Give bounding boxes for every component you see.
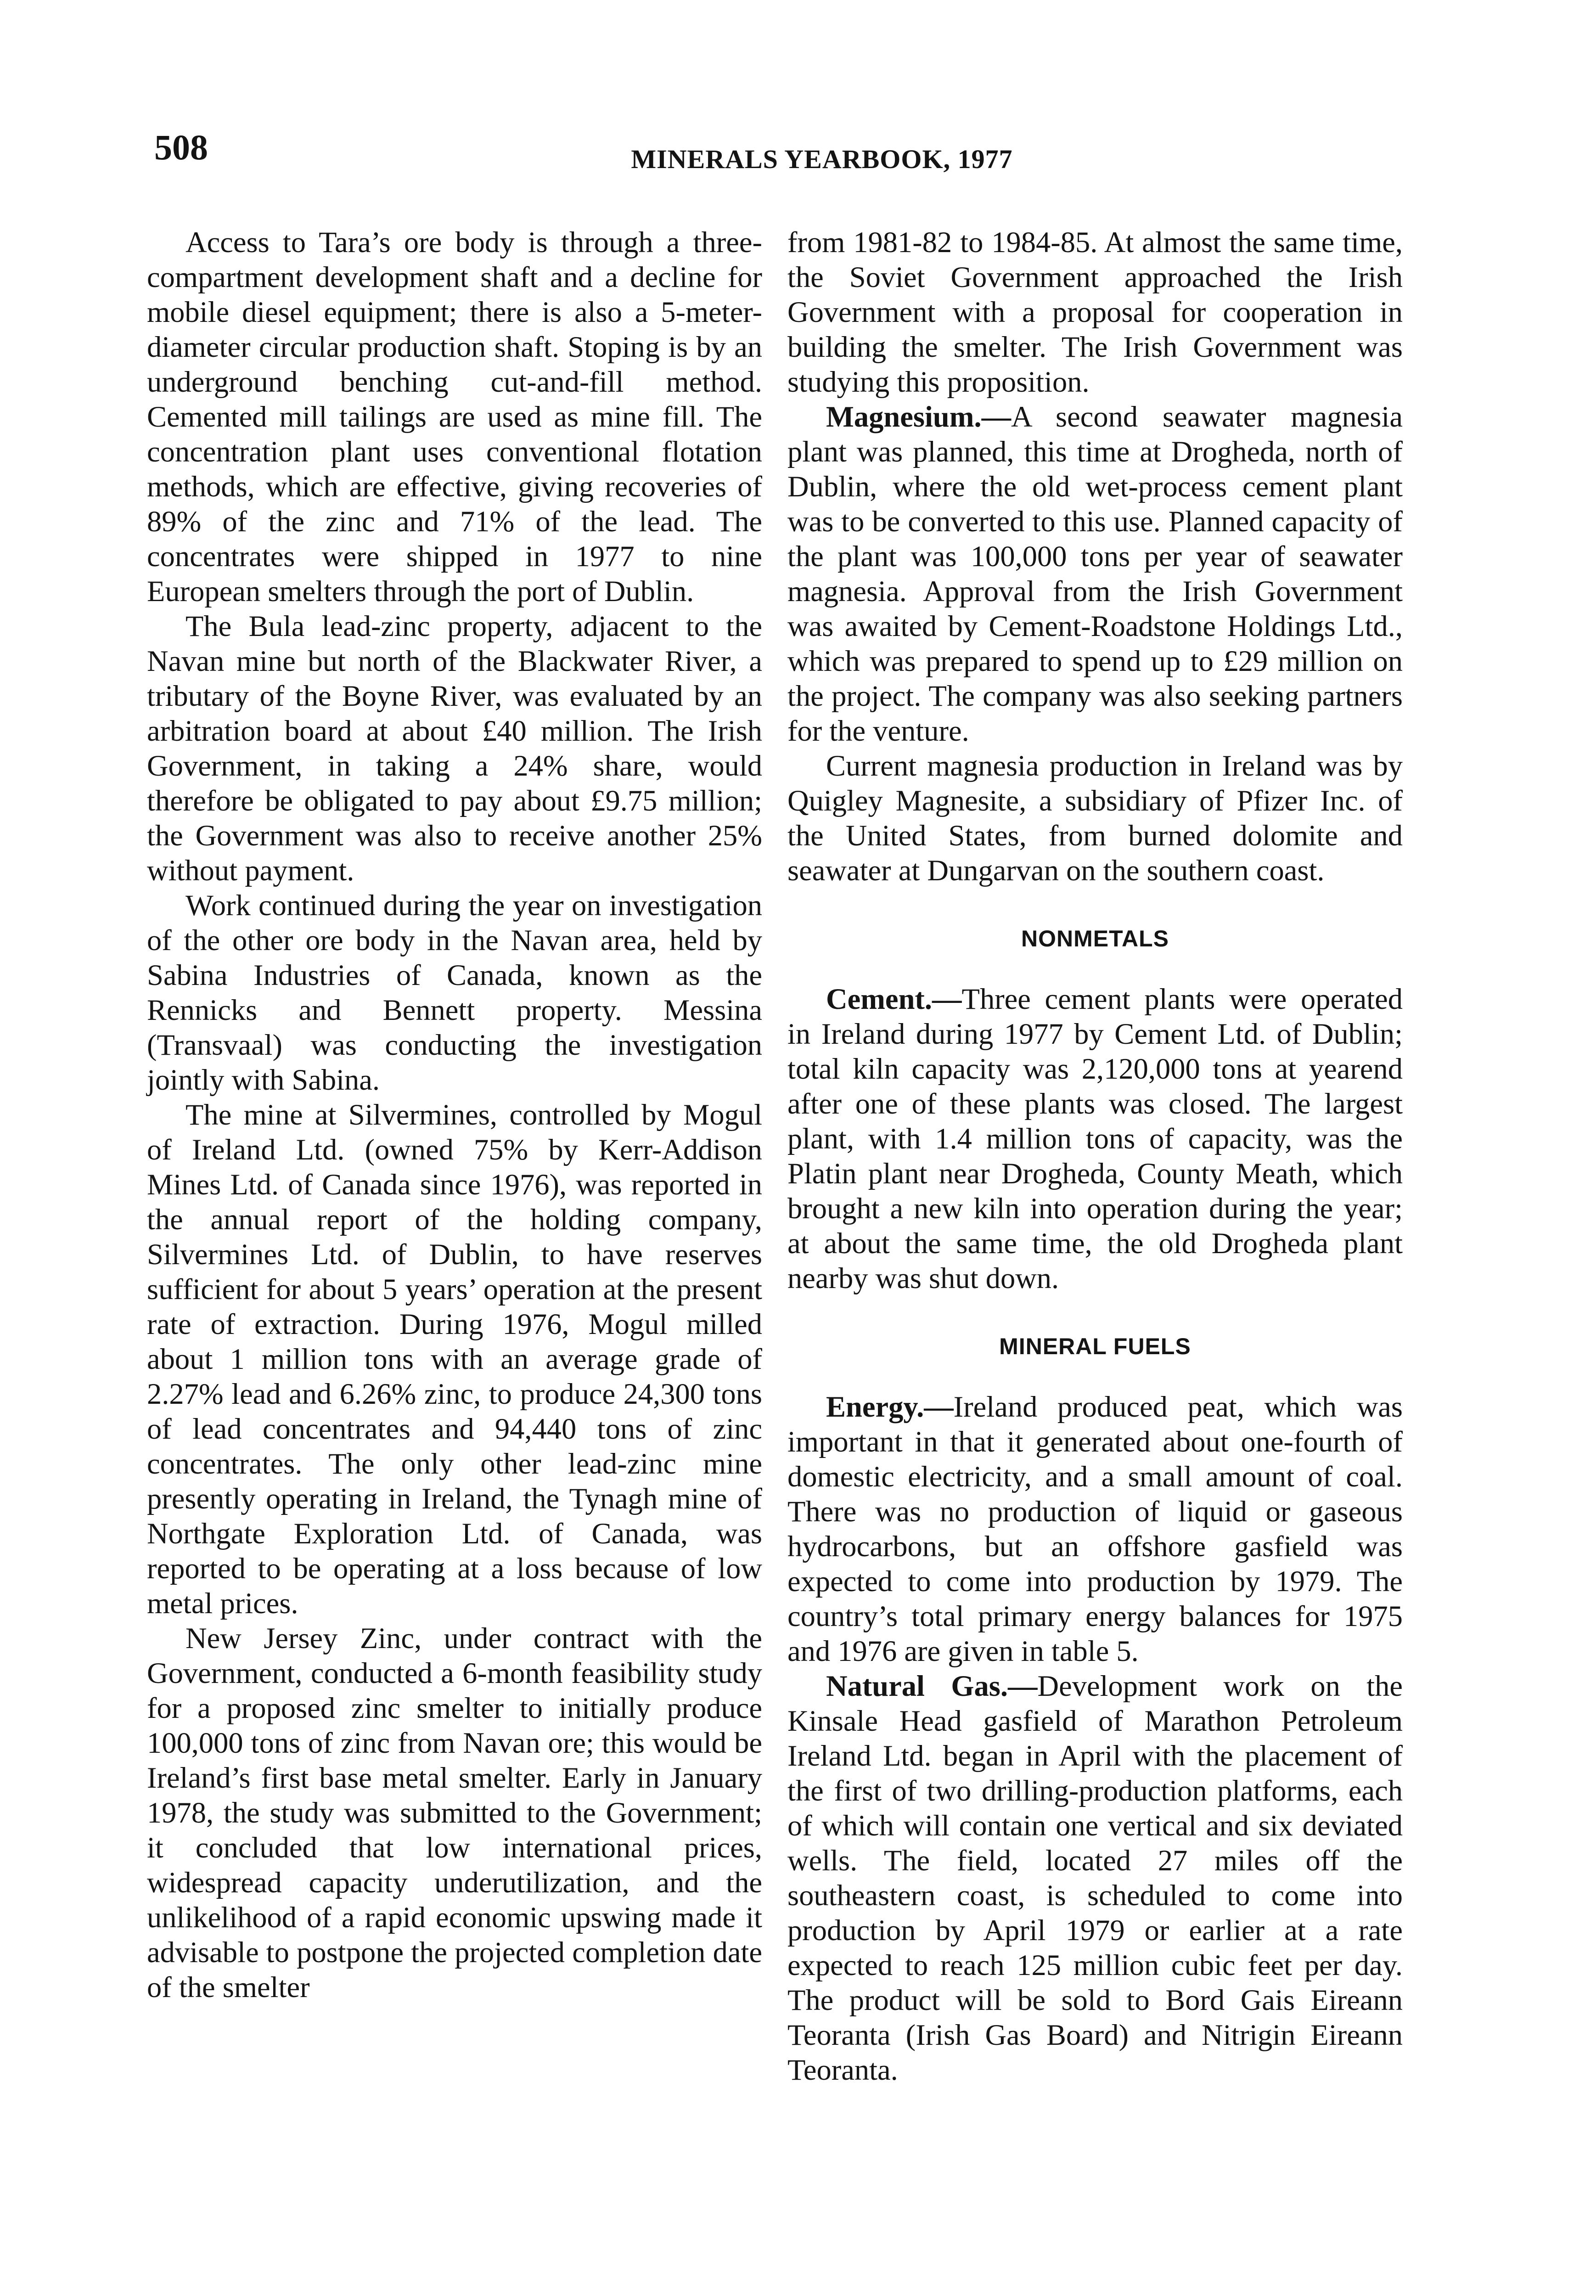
page-number: 508 [154, 127, 208, 167]
energy-text: Ireland produced peat, which was important in that it generated about one-fourth of domestic electricity, and a small amount of coal. There was no production of liquid or gaseous hydrocarbons, but an offshore gasfield was expected to come into production by 1979. The country’s total primary energy balances for 1975 and 1976 are given in table 5. [787, 1390, 1403, 1667]
running-head: MINERALS YEARBOOK, 1977 [631, 144, 1013, 174]
paragraph-energy [787, 1390, 1403, 1669]
paragraph-bula-property: The Bula lead-zinc property, adjacent to the Navan mine but north of the Blackwater River, a tributary of the Boyne River, was evaluated by an arbitration board at about £40 million. The Irish Government, in taking a 24% share, would therefore be obligated to pay about £9.75 million; the Government was also to receive another 25% without payment. [147, 610, 762, 887]
run-in-energy: Energy.— [826, 1390, 954, 1423]
section-heading-mineral-fuels: MINERAL FUELS [999, 1334, 1191, 1359]
paragraph-navan-investigation: Work continued during the year on investigation of the other ore body in the Navan area, held by Sabina Industries of Canada, known as the Rennicks and Bennett property. Messina (Transvaal) was conducting the investigation jointly with Sabina. [147, 889, 762, 1096]
paragraph-magnesium [787, 400, 1403, 748]
paragraph-smelter-continued: from 1981-82 to 1984-85. At almost the same time, the Soviet Government approached the Irish Government with a proposal for cooperation in building the smelter. The Irish Government was studying this proposition. [787, 226, 1403, 398]
run-in-magnesium: Magnesium.— [826, 400, 1012, 433]
run-in-natural-gas: Natural Gas.— [826, 1670, 1038, 1702]
left-column [147, 225, 762, 2005]
paragraph-tara-access: Access to Tara’s ore body is through a three-compartment development shaft and a decline for mobile diesel equipment; there is also a 5-meter-diameter circular production shaft. Stoping is by an underground benching cut-and-fill method. Cemented mill tailings are used as mine fill. The concentration plant uses conventional flotation methods, which are effective, giving recoveries of 89% of the zinc and 71% of the lead. The concentrates were shipped in 1977 to nine European smelters through the port of Dublin. [147, 226, 762, 608]
paragraph-magnesia-production: Current magnesia production in Ireland was by Quigley Magnesite, a subsidiary of Pfizer Inc. of the United States, from burned dolomite and seawater at Dungarvan on the southern coast. [787, 749, 1403, 887]
paragraph-natural-gas [787, 1669, 1403, 2088]
paragraph-silvermines: The mine at Silvermines, controlled by Mogul of Ireland Ltd. (owned 75% by Kerr-Addison Mines Ltd. of Canada since 1976), was reported in the annual report of the holding company, Silvermines Ltd. of Dublin, to have reserves sufficient for about 5 years’ operation at the present rate of extraction. During 1976, Mogul milled about 1 million tons with an average grade of 2.27% lead and 6.26% zinc, to produce 24,300 tons of lead concentrates and 94,440 tons of zinc concentrates. The only other lead-zinc mine presently operating in Ireland, the Tynagh mine of Northgate Exploration Ltd. of Canada, was reported to be operating at a loss because of low metal prices. [147, 1098, 762, 1620]
natural-gas-text: Development work on the Kinsale Head gasfield of Marathon Petroleum Ireland Ltd. began in April with the placement of the first of two drilling-production platforms, each of which will contain one vertical and six deviated wells. The field, located 27 miles off the southeastern coast, is scheduled to come into production by April 1979 or earlier at a rate expected to reach 125 million cubic feet per day. The product will be sold to Bord Gais Eireann Teoranta (Irish Gas Board) and Nitrigin Eireann Teoranta. [787, 1670, 1403, 2086]
right-column [787, 225, 1403, 2088]
section-heading-nonmetals: NONMETALS [1021, 926, 1169, 951]
paragraph-new-jersey-zinc: New Jersey Zinc, under contract with the Government, conducted a 6-month feasibility study for a proposed zinc smelter to initially produce 100,000 tons of zinc from Navan ore; this would be Ireland’s first base metal smelter. Early in January 1978, the study was submitted to the Government; it concluded that low international prices, widespread capacity underutilization, and the unlikelihood of a rapid economic upswing made it advisable to postpone the projected completion date of the smelter [147, 1622, 762, 2003]
magnesium-text: A second seawater magnesia plant was planned, this time at Drogheda, north of Dublin, where the old wet-process cement plant was to be converted to this use. Planned capacity of the plant was 100,000 tons per year of seawater magnesia. Approval from the Irish Government was awaited by Cement-Roadstone Holdings Ltd., which was prepared to spend up to £29 million on the project. The company was also seeking partners for the venture. [787, 400, 1403, 747]
run-in-cement: Cement.— [826, 983, 962, 1015]
paragraph-cement [787, 982, 1403, 1296]
cement-text: Three cement plants were operated in Ireland during 1977 by Cement Ltd. of Dublin; total kiln capacity was 2,120,000 tons at yearend after one of these plants was closed. The largest plant, with 1.4 million tons of capacity, was the Platin plant near Drogheda, County Meath, which brought a new kiln into operation during the year; at about the same time, the old Drogheda plant nearby was shut down. [787, 983, 1403, 1294]
